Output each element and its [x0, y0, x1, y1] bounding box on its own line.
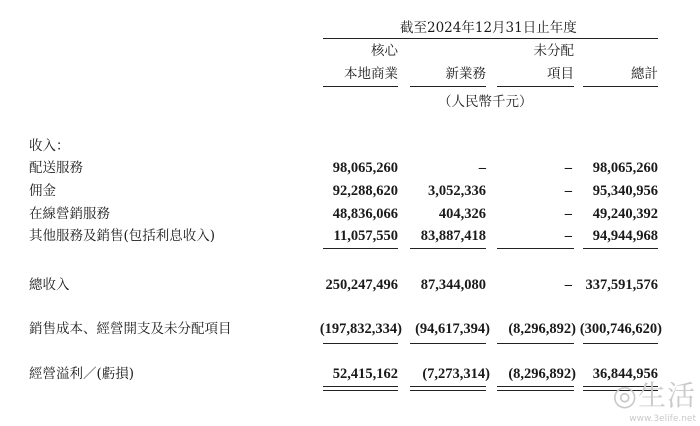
- row-new-value: 3,052,336: [428, 183, 486, 199]
- header-rule-top: [323, 38, 658, 39]
- operating-total: 36,844,956: [592, 366, 658, 382]
- subtotal-rule-core: [323, 248, 398, 249]
- header-rule-total: [583, 86, 658, 87]
- row-unalloc-value: –: [564, 206, 572, 222]
- final-double-rule-unalloc: [497, 386, 574, 391]
- header-rule-core: [323, 86, 398, 87]
- col-total-header: 總計: [631, 66, 658, 82]
- header-rule-new: [410, 86, 486, 87]
- row-total-value: 49,240,392: [592, 206, 658, 222]
- row-total-value: 98,065,260: [592, 160, 658, 176]
- row-label: 其他服務及銷售(包括利息收入): [29, 228, 216, 244]
- operating-rule-core: [323, 343, 398, 344]
- operating-label: 經營溢利／(虧損): [29, 366, 135, 382]
- watermark-logo-icon: ◎: [612, 379, 638, 412]
- header-rule-unalloc: [497, 86, 574, 87]
- costs-total: (300,746,620): [579, 321, 662, 337]
- watermark-brand: 生活: [637, 379, 696, 412]
- subtotal-rule-unalloc: [497, 248, 574, 249]
- row-label: 佣金: [29, 183, 56, 199]
- col-unalloc-line2: 項目: [547, 66, 574, 82]
- row-core-value: 98,065,260: [332, 160, 398, 176]
- row-core-value: 48,836,066: [332, 206, 398, 222]
- operating-rule-new: [410, 343, 486, 344]
- final-double-rule-new: [410, 386, 486, 391]
- col-unalloc-line1: 未分配: [533, 43, 574, 59]
- row-label: 配送服務: [29, 160, 83, 176]
- row-new-value: 404,326: [438, 206, 486, 222]
- period-heading: 截至2024年12月31日止年度: [400, 20, 577, 36]
- row-new-value: –: [478, 160, 486, 176]
- operating-unalloc: (8,296,892): [508, 366, 576, 382]
- costs-core: (197,832,334): [319, 321, 402, 337]
- subtotal-rule-new: [410, 248, 486, 249]
- operating-new: (7,273,314): [422, 366, 490, 382]
- col-core-line2: 本地商業: [344, 66, 398, 82]
- operating-rule-unalloc: [497, 343, 574, 344]
- row-core-value: 11,057,550: [333, 228, 398, 244]
- total-revenue-new: 87,344,080: [420, 277, 486, 293]
- col-core-line1: 核心: [371, 43, 398, 59]
- unit-label: （人民幣千元）: [438, 94, 533, 110]
- row-total-value: 95,340,956: [592, 183, 658, 199]
- subtotal-rule-total: [583, 248, 658, 249]
- row-label: 在線營銷服務: [29, 206, 110, 222]
- operating-core: 52,415,162: [332, 366, 398, 382]
- row-unalloc-value: –: [564, 183, 572, 199]
- revenue-heading: 收入：: [29, 138, 70, 154]
- watermark: [613, 374, 696, 424]
- row-new-value: 83,887,418: [420, 228, 486, 244]
- operating-rule-total: [583, 343, 658, 344]
- total-revenue-core: 250,247,496: [325, 277, 398, 293]
- watermark-url: www.3elife.net: [629, 414, 696, 424]
- final-double-rule-core: [323, 386, 398, 391]
- total-revenue-total: 337,591,576: [585, 277, 658, 293]
- total-revenue-label: 總收入: [29, 277, 70, 293]
- costs-unalloc: (8,296,892): [508, 321, 576, 337]
- total-revenue-unalloc: –: [564, 277, 572, 293]
- row-unalloc-value: –: [564, 160, 572, 176]
- col-new-header: 新業務: [445, 66, 486, 82]
- row-unalloc-value: –: [564, 228, 572, 244]
- row-total-value: 94,944,968: [592, 228, 658, 244]
- costs-label: 銷售成本、經營開支及未分配項目: [29, 321, 232, 337]
- costs-new: (94,617,394): [415, 321, 490, 337]
- row-core-value: 92,288,620: [332, 183, 398, 199]
